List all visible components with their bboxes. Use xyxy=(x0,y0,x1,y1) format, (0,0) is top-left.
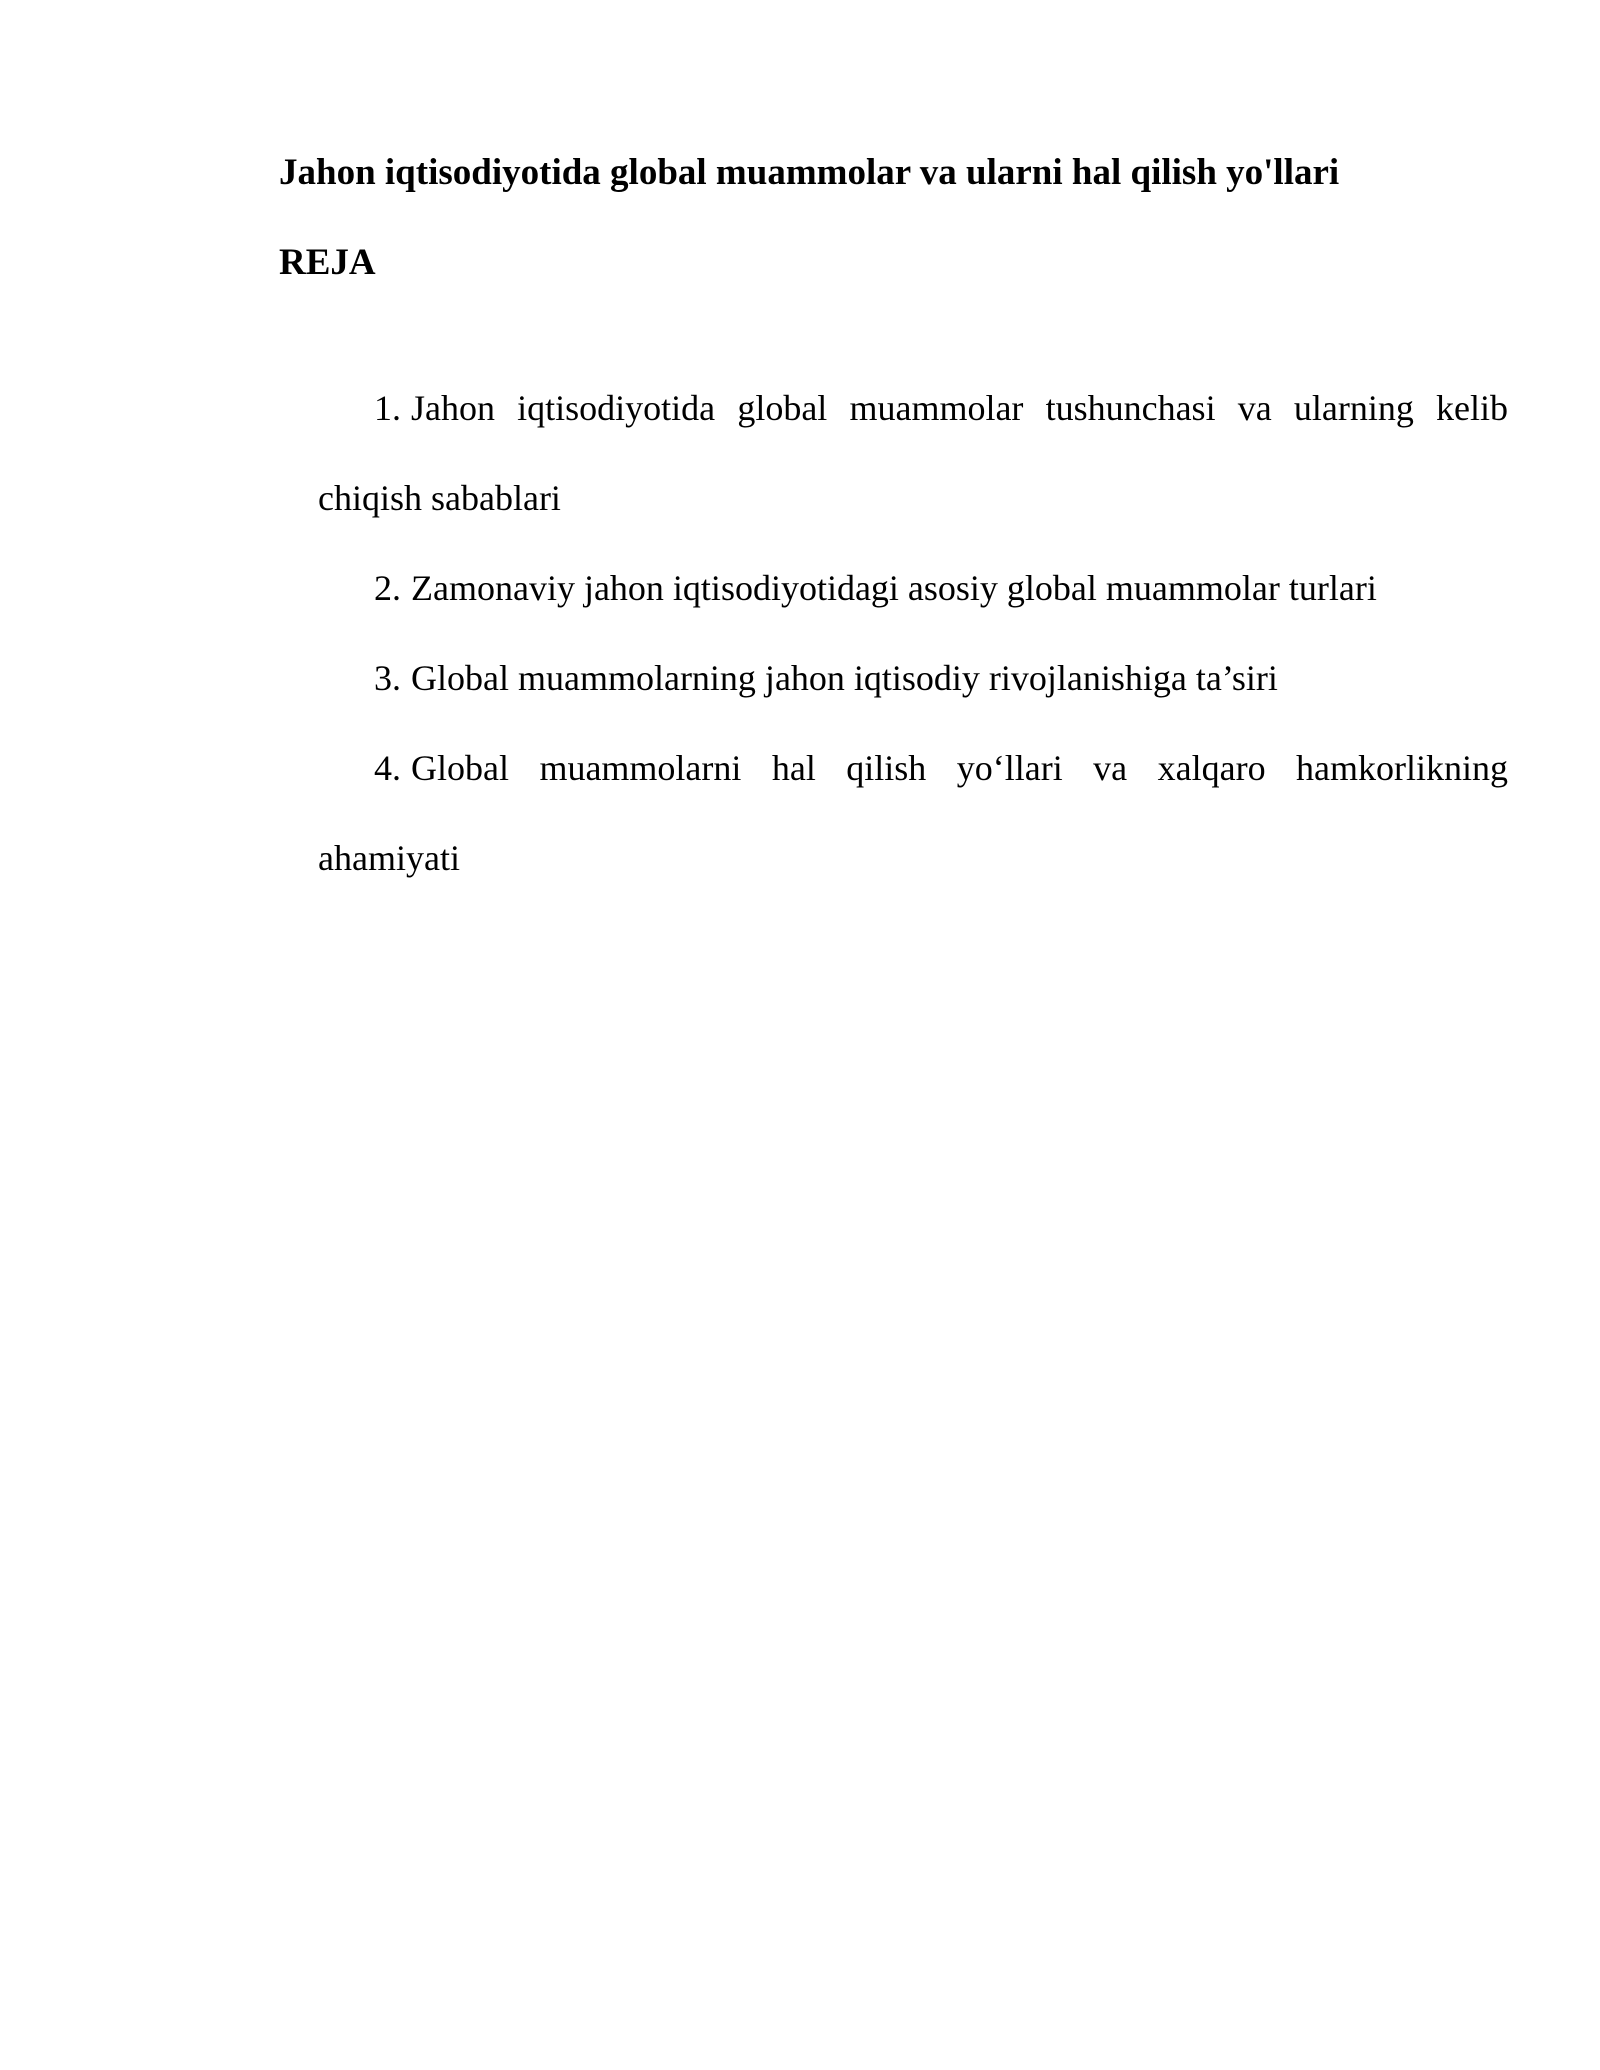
plan-item-text: Global muammolarning jahon iqtisodiy rivojlanishiga ta’siri xyxy=(411,658,1278,698)
document-title: Jahon iqtisodiyotida global muammolar va ularni hal qilish yo'llari xyxy=(279,152,1340,193)
plan-item-4 xyxy=(318,723,1508,903)
plan-heading: REJA xyxy=(279,242,376,283)
plan-item-text: Zamonaviy jahon iqtisodiyotidagi asosiy global muammolar turlari xyxy=(411,568,1377,608)
plan-list xyxy=(318,363,1508,903)
plan-item-number: 1. xyxy=(374,388,401,428)
plan-item-3 xyxy=(318,633,1508,723)
plan-item-2 xyxy=(318,543,1508,633)
plan-item-1 xyxy=(318,363,1508,543)
plan-item-number: 3. xyxy=(374,658,401,698)
plan-item-text: Global muammolarni hal qilish yo‘llari va xalqaro hamkorlikning ahamiyati xyxy=(318,748,1508,878)
plan-item-number: 2. xyxy=(374,568,401,608)
plan-item-number: 4. xyxy=(374,748,401,788)
plan-item-text: Jahon iqtisodiyotida global muammolar tushunchasi va ularning kelib chiqish sabablari xyxy=(318,388,1508,518)
